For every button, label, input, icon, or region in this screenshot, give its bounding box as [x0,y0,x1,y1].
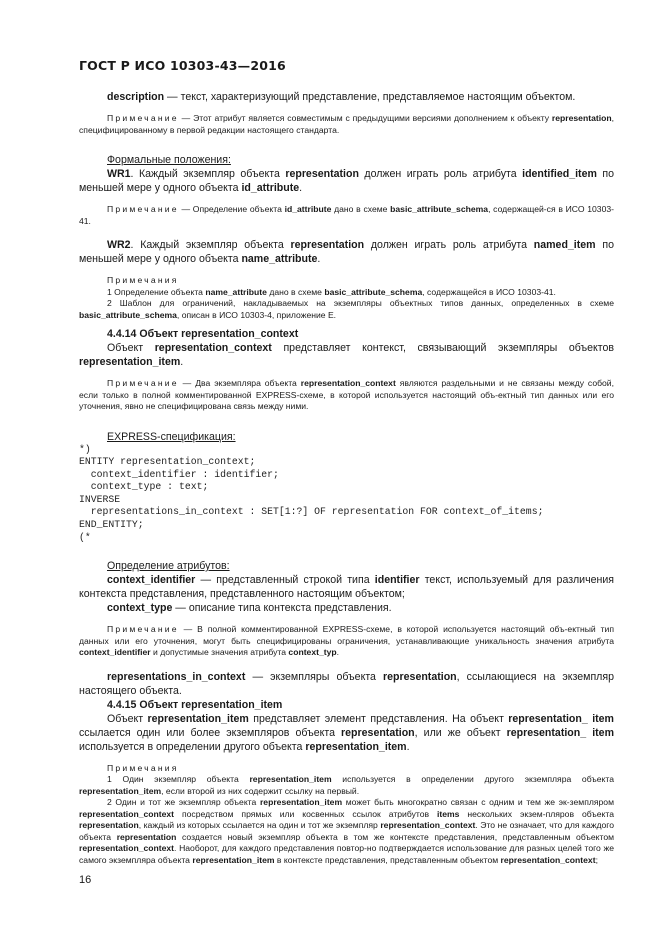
code-line: context_identifier : identifier; [79,468,279,480]
section-heading-4-4-15: 4.4.15 Объект representation_item [107,698,283,711]
representation-item-paragraph: Объект representation_item представляет элемент представления. На объект representation_ item ссылается один или более экземпляров объекта representation, или же объект representation_ item используется в определении другого объекта representation_item. [79,712,614,753]
attributes-heading: Определение атрибутов: [107,560,230,573]
section-heading-4-4-14: 4.4.14 Объект representation_context [107,328,299,340]
express-heading: EXPRESS-спецификация: [107,430,236,443]
express-code-block [79,444,614,545]
code-line: END_ENTITY; [79,519,144,531]
note-item: 2 Один и тот же экземпляр объекта representation_item может быть многократно связан с одним и тем же эк-земпляром representation_context посредством прямых или косвенных ссылок атрибутов items нескольких экзем-пляров объекта representation, каждый из которых ссылается на один и тот же экземпляр representation_context. Это не означает, что для каждого объекта representation создается новый экземпляр объекта в том же контексте представления, представленным объектом representation_context. Наоборот, для каждого представления повтор-но подтверждается использование для разных целей того же самого экземпляра объекта representation_item в контексте представления, представленным объектом representation_context; [79,797,615,865]
code-line: INVERSE [79,493,121,505]
formal-heading: Формальные положения: [107,154,231,166]
note-paragraph: Примечание — Этот атрибут является совместимым с предыдущими версиями дополнением к объекту representation, специфицированному в первой редакции настоящего стандарта. [79,113,614,135]
page-header: ГОСТ Р ИСО 10303-43—2016 [79,58,286,73]
note-paragraph: Примечание — Определение объекта id_attribute дано в схеме basic_attribute_schema, содержащей-ся в ИСО 10303-41. [79,204,614,226]
context-paragraph: Объект representation_context представляет контекст, связывающий экземпляры объектов representation_item. [79,342,614,368]
notes-label: Примечания [107,275,179,285]
code-line: (* [79,531,91,543]
code-line: ENTITY representation_context; [79,456,256,468]
page-content [79,90,614,866]
notes-label: Примечания [107,762,179,773]
code-line: *) [79,443,91,455]
attr-representations-in-context: representations_in_context — экземпляры объекта representation, ссылающиеся на экземпляр настоящего объекта. [79,670,614,697]
code-line: context_type : text; [79,481,209,493]
description-paragraph: description — текст, характеризующий представление, представляемое настоящим объектом. [107,91,576,103]
wr1-paragraph: WR1. Каждый экземпляр объекта representation должен играть роль атрибута identified_item по меньшей мере у одного объекта id_attribute. [79,168,614,194]
note-paragraph: Примечание — В полной комментированной EXPRESS-схеме, в которой используется настоящий объ-ектный тип данных или его уточнения, могут быть специфицированы ограничения, устанавливающие уникальность значения атрибута context_identifier и допустимые значения атрибута context_typ. [79,624,614,658]
note-item: 1 Определение объекта name_attribute дано в схеме basic_attribute_schema, содержащейся в ИСО 10303-41. [107,286,556,297]
wr2-paragraph: WR2. Каждый экземпляр объекта representation должен играть роль атрибута named_item по меньшей мере у одного объекта name_attribute. [79,239,614,265]
attr-context-type: context_type — описание типа контекста представления. [107,602,392,615]
note-paragraph: Примечание — Два экземпляра объекта representation_context являются раздельными и не связаны между собой, если только в полной комментированной EXPRESS-схеме, в которой используется настоящий объ-ектный тип данных или его уточнения, явно не специфицирована связь между ними. [79,378,614,411]
page-number: 16 [79,874,92,886]
attr-context-identifier: context_identifier — представленный строкой типа identifier текст, используемый для различения контекста представления, представленного настоящим объектом; [79,574,614,601]
code-line: representations_in_context : SET[1:?] OF representation FOR context_of_items; [79,506,544,518]
note-item: 1 Один экземпляр объекта representation_item используется в определении другого экземпляра объекта representation_item, если второй из них содержит ссылку на первый. [79,774,614,796]
note-item: 2 Шаблон для ограничений, накладываемых на экземпляры объектных типов данных, определенных в схеме basic_attribute_schema, описан в ИСО 10303-4, приложение Е. [79,298,614,320]
